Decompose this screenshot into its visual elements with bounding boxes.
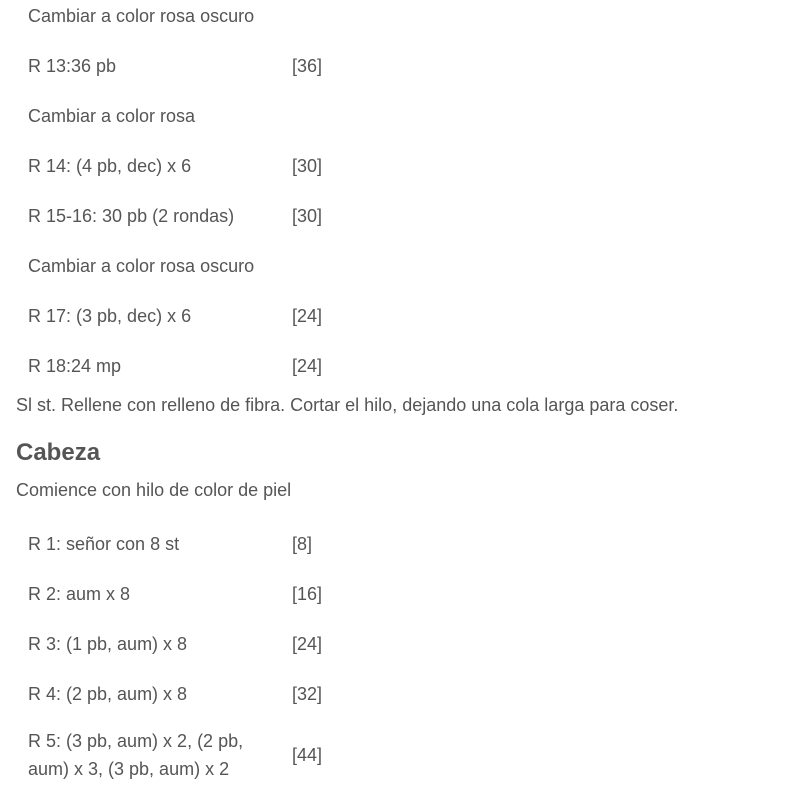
table-row bbox=[16, 91, 358, 141]
section-intro: Comience con hilo de color de piel bbox=[16, 480, 292, 500]
row-instruction: R 1: señor con 8 st bbox=[28, 534, 180, 554]
row-stitch-count: [24] bbox=[292, 356, 323, 376]
table-row bbox=[16, 719, 358, 791]
row-stitch-count: [36] bbox=[292, 56, 323, 76]
row-instruction: R 4: (2 pb, aum) x 8 bbox=[28, 684, 188, 704]
table-row bbox=[16, 141, 358, 191]
finishing-instructions: Sl st. Rellene con relleno de fibra. Cortar el hilo, dejando una cola larga para coser. bbox=[16, 395, 679, 415]
row-instruction: Cambiar a color rosa oscuro bbox=[28, 256, 255, 276]
row-stitch-count: [30] bbox=[292, 156, 323, 176]
row-instruction: R 17: (3 pb, dec) x 6 bbox=[28, 306, 192, 326]
table-row bbox=[16, 191, 358, 241]
row-instruction: R 14: (4 pb, dec) x 6 bbox=[28, 156, 192, 176]
table-row bbox=[16, 669, 358, 719]
row-instruction: R 15-16: 30 pb (2 rondas) bbox=[28, 206, 235, 226]
pattern-table-top bbox=[16, 0, 358, 391]
row-instruction: Cambiar a color rosa bbox=[28, 106, 196, 126]
row-stitch-count: [30] bbox=[292, 206, 323, 226]
row-stitch-count: [24] bbox=[292, 634, 323, 654]
row-stitch-count bbox=[280, 0, 358, 41]
table-row bbox=[16, 569, 358, 619]
table-row bbox=[16, 0, 358, 41]
row-instruction: R 13:36 pb bbox=[28, 56, 117, 76]
row-stitch-count bbox=[280, 241, 358, 291]
table-row bbox=[16, 341, 358, 391]
row-instruction: R 5: (3 pb, aum) x 2, (2 pb, aum) x 3, (3 pb, aum) x 2 bbox=[28, 731, 244, 779]
section-heading: Cabeza bbox=[16, 439, 101, 466]
row-stitch-count: [8] bbox=[292, 534, 313, 554]
table-row bbox=[16, 241, 358, 291]
row-stitch-count: [44] bbox=[292, 745, 323, 765]
row-stitch-count bbox=[280, 91, 358, 141]
row-stitch-count: [32] bbox=[292, 684, 323, 704]
table-row bbox=[16, 41, 358, 91]
table-row bbox=[16, 291, 358, 341]
row-instruction: Cambiar a color rosa oscuro bbox=[28, 6, 255, 26]
row-instruction: R 3: (1 pb, aum) x 8 bbox=[28, 634, 188, 654]
table-row bbox=[16, 519, 358, 569]
row-stitch-count: [16] bbox=[292, 584, 323, 604]
row-instruction: R 18:24 mp bbox=[28, 356, 122, 376]
pattern-table-bottom bbox=[16, 519, 358, 791]
row-instruction: R 2: aum x 8 bbox=[28, 584, 131, 604]
row-stitch-count: [24] bbox=[292, 306, 323, 326]
table-row bbox=[16, 619, 358, 669]
